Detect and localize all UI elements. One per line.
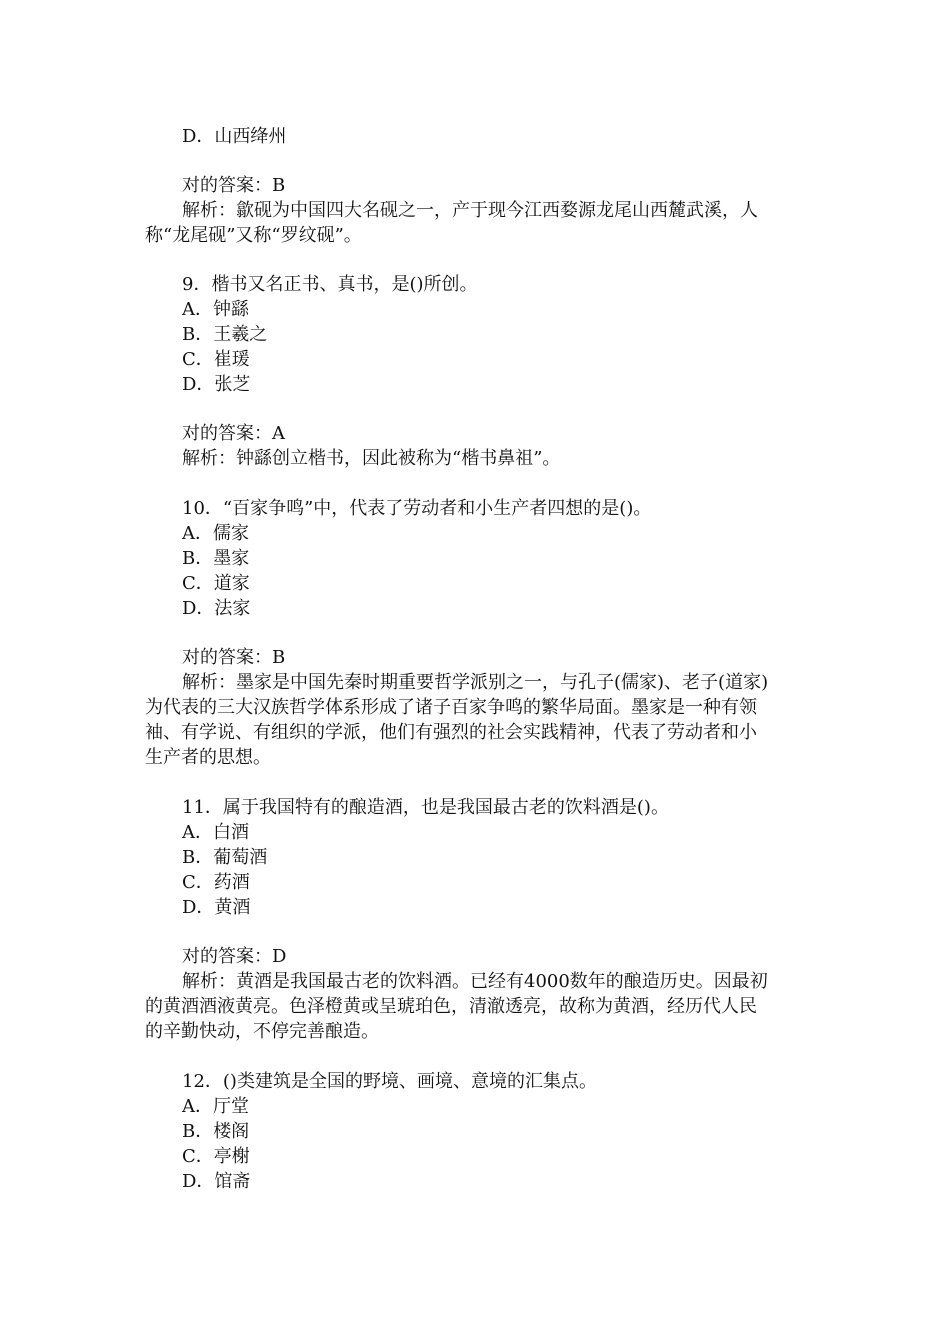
q10-explanation-line-4: 生产者的思想。 [145, 747, 271, 768]
q10-explanation-line-1: 解析：墨家是中国先秦时期重要哲学派别之一，与孔子(儒家)、老子(道家) [182, 672, 769, 693]
q12-option-d: D．馆斋 [182, 1171, 251, 1192]
q11-option-b: B．葡萄酒 [182, 847, 268, 868]
q11-option-d: D．黄酒 [182, 897, 251, 918]
q12-option-b: B．楼阁 [182, 1121, 250, 1142]
q10-option-a: A．儒家 [182, 523, 249, 544]
q8-option-d: D．山西绛州 [182, 126, 287, 147]
q10-option-d: D．法家 [182, 598, 251, 619]
q12-option-a: A．厅堂 [182, 1096, 249, 1117]
q11-answer: 对的答案：D [182, 946, 287, 967]
q9-question: 9．楷书又名正书、真书，是()所创。 [182, 274, 478, 295]
q12-option-c: C．亭榭 [182, 1146, 250, 1167]
q8-explanation-line-2: 称“龙尾砚”又称“罗纹砚”。 [145, 225, 362, 246]
q9-option-b: B．王羲之 [182, 324, 268, 345]
q8-answer: 对的答案：B [182, 175, 286, 196]
q11-question: 11．属于我国特有的酿造酒，也是我国最古老的饮料酒是()。 [182, 797, 669, 818]
q10-question: 10．“百家争鸣”中，代表了劳动者和小生产者四想的是()。 [182, 498, 652, 519]
q10-option-c: C．道家 [182, 573, 250, 594]
q9-option-a: A．钟繇 [182, 299, 249, 320]
q9-explanation-line-1: 解析：钟繇创立楷书，因此被称为“楷书鼻祖”。 [182, 448, 561, 469]
q11-option-a: A．白酒 [182, 822, 249, 843]
q9-option-d: D．张芝 [182, 374, 251, 395]
q9-answer: 对的答案：A [182, 423, 285, 444]
q8-explanation-line-1: 解析：歙砚为中国四大名砚之一，产于现今江西婺源龙尾山西麓武溪，人 [182, 200, 758, 221]
q10-explanation-line-3: 袖、有学说、有组织的学派，他们有强烈的社会实践精神，代表了劳动者和小 [145, 722, 757, 743]
q11-explanation-line-2: 的黄酒酒液黄亮。色泽橙黄或呈琥珀色，清澈透亮，故称为黄酒，经历代人民 [145, 996, 757, 1017]
q12-question: 12．()类建筑是全国的野境、画境、意境的汇集点。 [182, 1071, 597, 1092]
q11-option-c: C．药酒 [182, 872, 250, 893]
q9-option-c: C．崔瑗 [182, 349, 250, 370]
q11-explanation-line-1: 解析：黄酒是我国最古老的饮料酒。已经有4000数年的酿造历史。因最初 [182, 971, 768, 992]
q10-explanation-line-2: 为代表的三大汉族哲学体系形成了诸子百家争鸣的繁华局面。墨家是一种有领 [145, 697, 757, 718]
q10-option-b: B．墨家 [182, 548, 250, 569]
q10-answer: 对的答案：B [182, 647, 286, 668]
q11-explanation-line-3: 的辛勤快动，不停完善酿造。 [145, 1021, 379, 1042]
